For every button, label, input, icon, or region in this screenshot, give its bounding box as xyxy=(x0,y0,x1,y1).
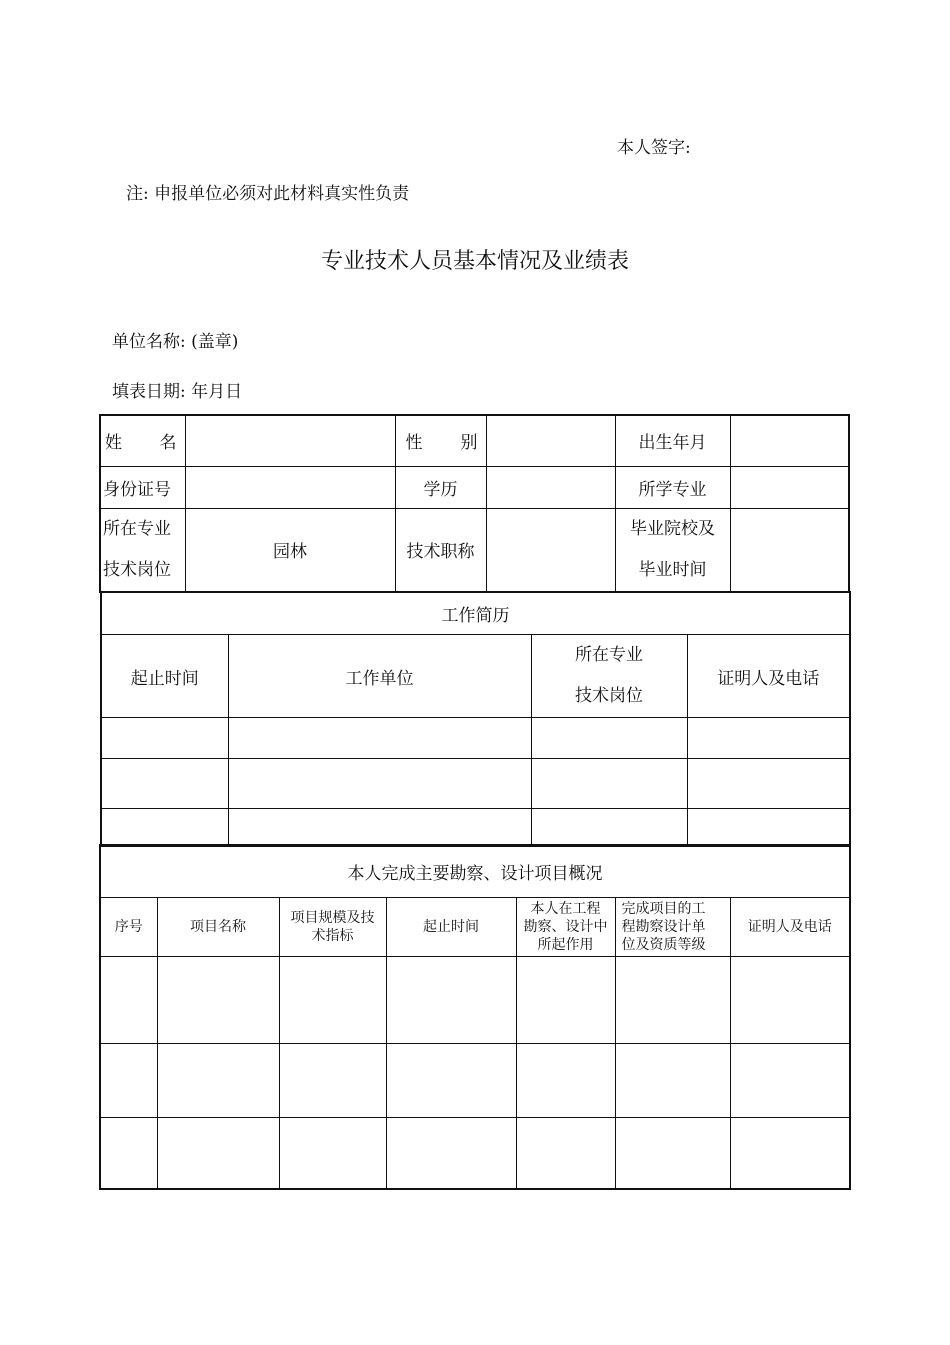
position-value[interactable]: 园林 xyxy=(185,508,395,592)
scale-cell[interactable] xyxy=(279,1117,386,1189)
reference-cell[interactable] xyxy=(687,718,850,759)
design-unit-header: 完成项目的工 程勘察设计单 位及资质等级 xyxy=(615,897,730,956)
table-row xyxy=(101,718,850,759)
employer-header: 工作单位 xyxy=(228,635,531,718)
id-number-label: 身份证号 xyxy=(100,466,185,508)
role-cell[interactable] xyxy=(516,1117,615,1189)
projects-table xyxy=(99,844,851,1190)
position-cell[interactable] xyxy=(531,718,687,759)
id-number-field[interactable] xyxy=(185,466,395,508)
index-cell[interactable] xyxy=(100,956,157,1043)
project-reference-header: 证明人及电话 xyxy=(730,897,850,956)
project-period-cell[interactable] xyxy=(386,1043,516,1117)
scale-cell[interactable] xyxy=(279,1043,386,1117)
gender-field[interactable] xyxy=(486,415,615,466)
period-cell[interactable] xyxy=(101,718,228,759)
work-history-title: 工作简历 xyxy=(101,592,850,635)
page-title: 专业技术人员基本情况及业绩表 xyxy=(320,249,629,274)
table-row xyxy=(100,1043,850,1117)
table-row xyxy=(101,809,850,846)
project-period-cell[interactable] xyxy=(386,956,516,1043)
position-label: 所在专业 技术岗位 xyxy=(100,508,185,592)
basic-info-table xyxy=(99,414,850,593)
period-header: 起止时间 xyxy=(101,635,228,718)
index-header: 序号 xyxy=(100,897,157,956)
table-row xyxy=(101,759,850,809)
role-cell[interactable] xyxy=(516,956,615,1043)
responsibility-note: 注: 申报单位必须对此材料真实性负责 xyxy=(126,184,410,204)
unit-name-label: 单位名称: (盖章) xyxy=(112,332,239,352)
birth-field[interactable] xyxy=(730,415,849,466)
design-unit-cell[interactable] xyxy=(615,1117,730,1189)
name-field[interactable] xyxy=(185,415,395,466)
school-field[interactable] xyxy=(730,508,849,592)
birth-label: 出生年月 xyxy=(615,415,730,466)
education-field[interactable] xyxy=(486,466,615,508)
technical-title-field[interactable] xyxy=(486,508,615,592)
school-label: 毕业院校及 毕业时间 xyxy=(615,508,730,592)
table-row xyxy=(100,956,850,1043)
design-unit-cell[interactable] xyxy=(615,1043,730,1117)
major-field[interactable] xyxy=(730,466,849,508)
project-period-header: 起止时间 xyxy=(386,897,516,956)
work-history-table xyxy=(100,591,851,847)
role-cell[interactable] xyxy=(516,1043,615,1117)
technical-title-label: 技术职称 xyxy=(395,508,486,592)
major-label: 所学专业 xyxy=(615,466,730,508)
signature-label: 本人签字: xyxy=(617,138,691,158)
scale-cell[interactable] xyxy=(279,956,386,1043)
project-period-cell[interactable] xyxy=(386,1117,516,1189)
table-row xyxy=(100,1117,850,1189)
project-reference-cell[interactable] xyxy=(730,956,850,1043)
reference-cell[interactable] xyxy=(687,759,850,809)
position-cell[interactable] xyxy=(531,759,687,809)
role-header: 本人在工程 勘察、设计中 所起作用 xyxy=(516,897,615,956)
employer-cell[interactable] xyxy=(228,759,531,809)
design-unit-cell[interactable] xyxy=(615,956,730,1043)
index-cell[interactable] xyxy=(100,1043,157,1117)
period-cell[interactable] xyxy=(101,809,228,846)
project-name-cell[interactable] xyxy=(157,1117,279,1189)
fill-date-label: 填表日期: 年月日 xyxy=(112,382,243,402)
employer-cell[interactable] xyxy=(228,718,531,759)
projects-title: 本人完成主要勘察、设计项目概况 xyxy=(100,845,850,897)
gender-label: 性 别 xyxy=(395,415,486,466)
position-cell[interactable] xyxy=(531,809,687,846)
reference-header: 证明人及电话 xyxy=(687,635,850,718)
index-cell[interactable] xyxy=(100,1117,157,1189)
project-name-cell[interactable] xyxy=(157,1043,279,1117)
name-label: 姓 名 xyxy=(100,415,185,466)
project-reference-cell[interactable] xyxy=(730,1117,850,1189)
employer-cell[interactable] xyxy=(228,809,531,846)
reference-cell[interactable] xyxy=(687,809,850,846)
project-name-header: 项目名称 xyxy=(157,897,279,956)
project-reference-cell[interactable] xyxy=(730,1043,850,1117)
project-name-cell[interactable] xyxy=(157,956,279,1043)
scale-header: 项目规模及技 术指标 xyxy=(279,897,386,956)
education-label: 学历 xyxy=(395,466,486,508)
position-header: 所在专业 技术岗位 xyxy=(531,635,687,718)
period-cell[interactable] xyxy=(101,759,228,809)
